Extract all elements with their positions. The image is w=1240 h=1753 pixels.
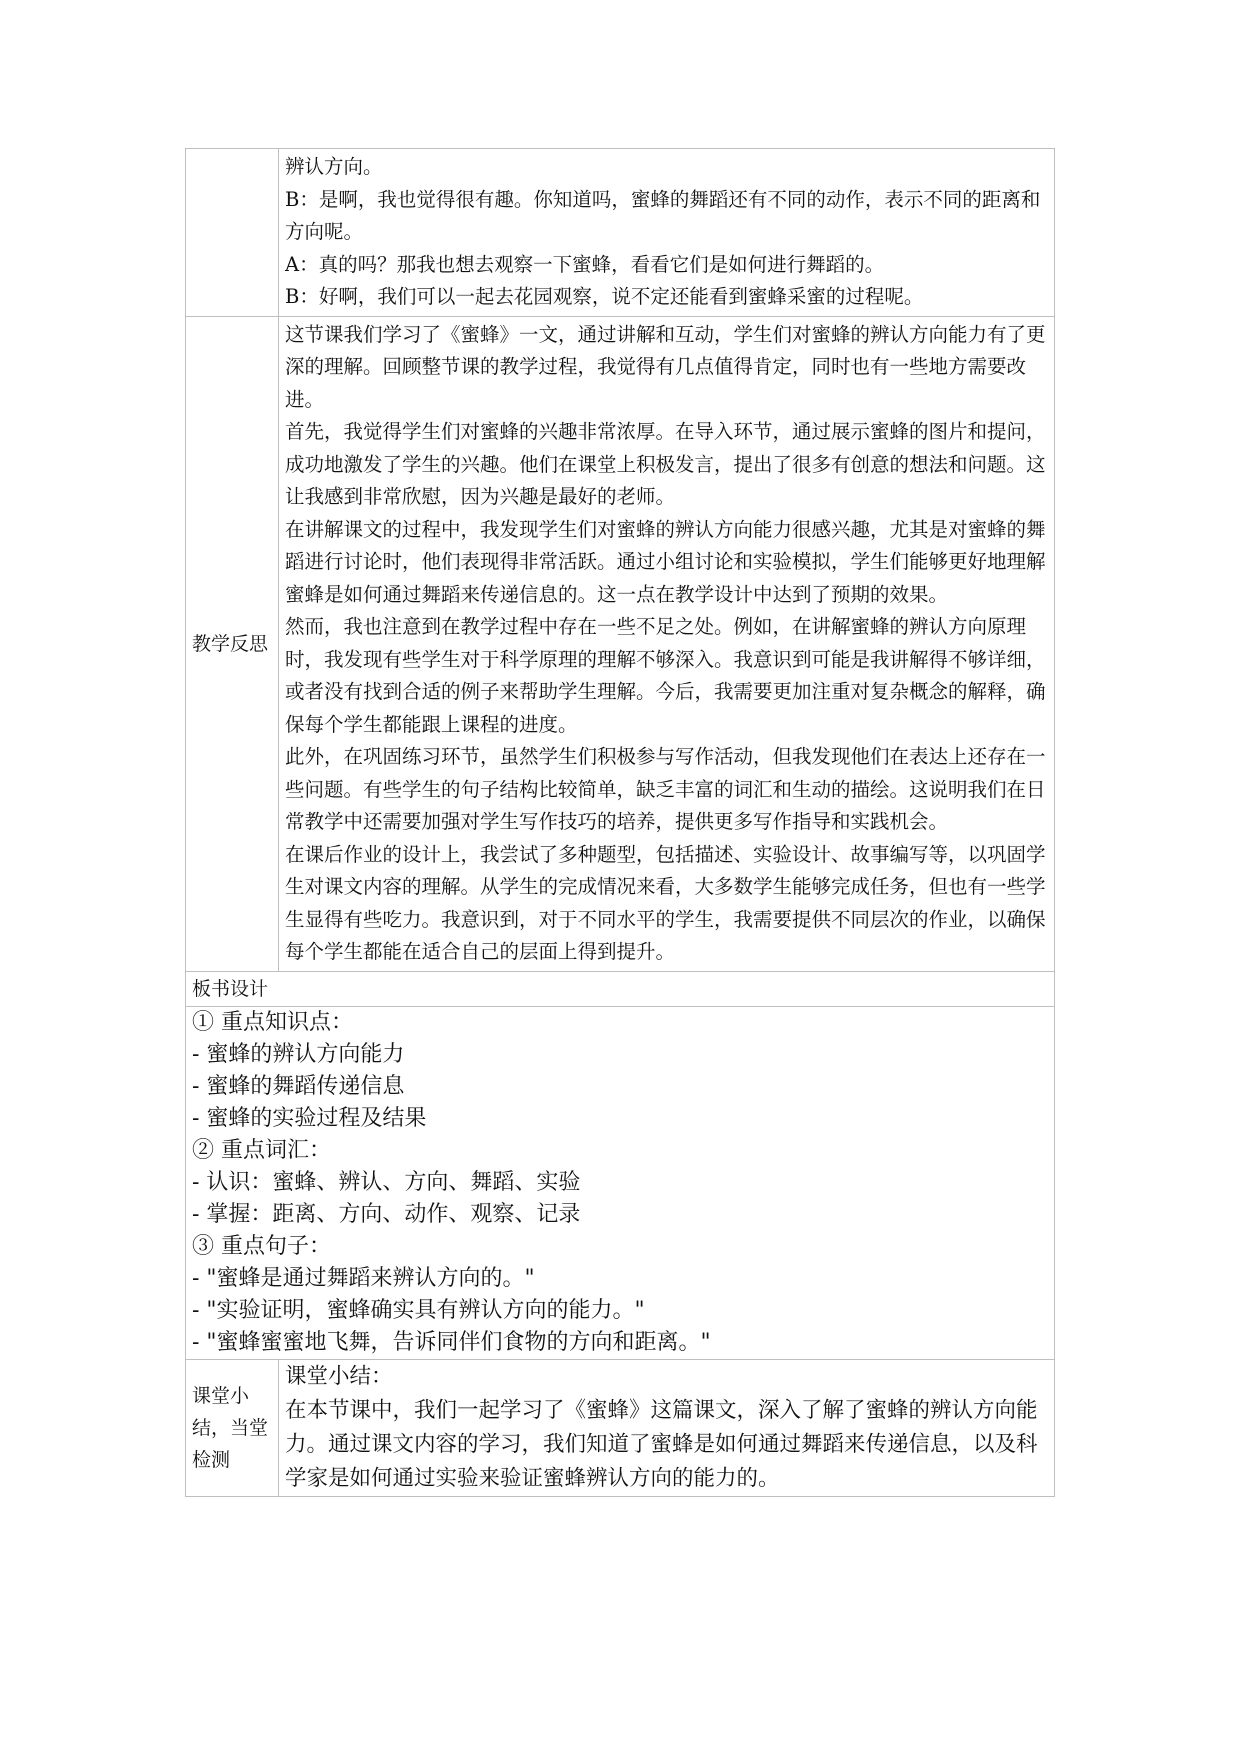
lesson-plan-table [185,148,1055,1497]
board-line: - 蜜蜂的实验过程及结果 [192,1105,427,1131]
board-line: - "蜜蜂蜜蜜地飞舞，告诉同伴们食物的方向和距离。" [192,1329,711,1355]
reflection-paragraph: 这节课我们学习了《蜜蜂》一文，通过讲解和互动，学生们对蜜蜂的辨认方向能力有了更深的理解。回顾整节课的教学过程，我觉得有几点值得肯定，同时也有一些地方需要改进。 [285,322,1046,411]
dialogue-cell [279,149,1055,317]
board-line: - 认识：蜜蜂、辨认、方向、舞蹈、实验 [192,1169,581,1195]
board-line: - "实验证明，蜜蜂确实具有辨认方向的能力。" [192,1297,645,1323]
reflection-label: 教学反思 [186,316,279,971]
summary-row [186,1359,1055,1496]
board-content-row [186,1006,1055,1359]
board-line: ① 重点知识点： [192,1009,353,1035]
summary-cell [279,1359,1055,1496]
board-line: ② 重点词汇： [192,1137,331,1163]
board-label: 板书设计 [186,971,1055,1006]
reflection-paragraph: 然而，我也注意到在教学过程中存在一些不足之处。例如，在讲解蜜蜂的辨认方向原理时，我发现有些学生对于科学原理的理解不够深入。我意识到可能是我讲解得不够详细，或者没有找到合适的例子来帮助学生理解。今后，我需要更加注重对复杂概念的解释，确保每个学生都能跟上课程的进度。 [285,615,1046,736]
board-line: - 蜜蜂的辨认方向能力 [192,1041,405,1067]
reflection-paragraph: 在讲解课文的过程中，我发现学生们对蜜蜂的辨认方向能力很感兴趣，尤其是对蜜蜂的舞蹈进行讨论时，他们表现得非常活跃。通过小组讨论和实验模拟，学生们能够更好地理解蜜蜂是如何通过舞蹈来传递信息的。这一点在教学设计中达到了预期的效果。 [285,517,1046,606]
summary-title: 课堂小结： [285,1363,393,1389]
summary-label: 课堂小结，当堂检测 [186,1359,279,1496]
dialogue-line: B：好啊，我们可以一起去花园观察，说不定还能看到蜜蜂采蜜的过程呢。 [285,285,924,308]
reflection-paragraph: 在课后作业的设计上，我尝试了多种题型，包括描述、实验设计、故事编写等，以巩固学生对课文内容的理解。从学生的完成情况来看，大多数学生能够完成任务，但也有一些学生显得有些吃力。我意识到，对于不同水平的学生，我需要提供不同层次的作业，以确保每个学生都能在适合自己的层面上得到提升。 [285,842,1046,963]
dialogue-line: B：是啊，我也觉得很有趣。你知道吗，蜜蜂的舞蹈还有不同的动作，表示不同的距离和方向呢。 [285,187,1041,243]
dialogue-line: 辨认方向。 [285,155,383,178]
board-line: - 掌握：距离、方向、动作、观察、记录 [192,1201,581,1227]
dialogue-line: A：真的吗？那我也想去观察一下蜜蜂，看看它们是如何进行舞蹈的。 [285,252,885,276]
board-line: - 蜜蜂的舞蹈传递信息 [192,1073,405,1099]
dialogue-label-cell [186,149,279,317]
board-line: - "蜜蜂是通过舞蹈来辨认方向的。" [192,1265,535,1291]
reflection-cell [279,316,1055,971]
reflection-paragraph: 此外，在巩固练习环节，虽然学生们积极参与写作活动，但我发现他们在表达上还存在一些问题。有些学生的句子结构比较简单，缺乏丰富的词汇和生动的描绘。这说明我们在日常教学中还需要加强对学生写作技巧的培养，提供更多写作指导和实践机会。 [285,745,1046,833]
dialogue-row [186,149,1055,317]
board-header-row [186,971,1055,1006]
board-content [186,1006,1055,1359]
reflection-row [186,316,1055,971]
board-line: ③ 重点句子： [192,1233,331,1259]
reflection-paragraph: 首先，我觉得学生们对蜜蜂的兴趣非常浓厚。在导入环节，通过展示蜜蜂的图片和提问，成功地激发了学生的兴趣。他们在课堂上积极发言，提出了很多有创意的想法和问题。这让我感到非常欣慰，因为兴趣是最好的老师。 [285,420,1046,508]
summary-text: 在本节课中，我们一起学习了《蜜蜂》这篇课文，深入了解了蜜蜂的辨认方向能力。通过课文内容的学习，我们知道了蜜蜂是如何通过舞蹈来传递信息，以及科学家是如何通过实验来验证蜜蜂辨认方向的能力的。 [285,1397,1038,1491]
